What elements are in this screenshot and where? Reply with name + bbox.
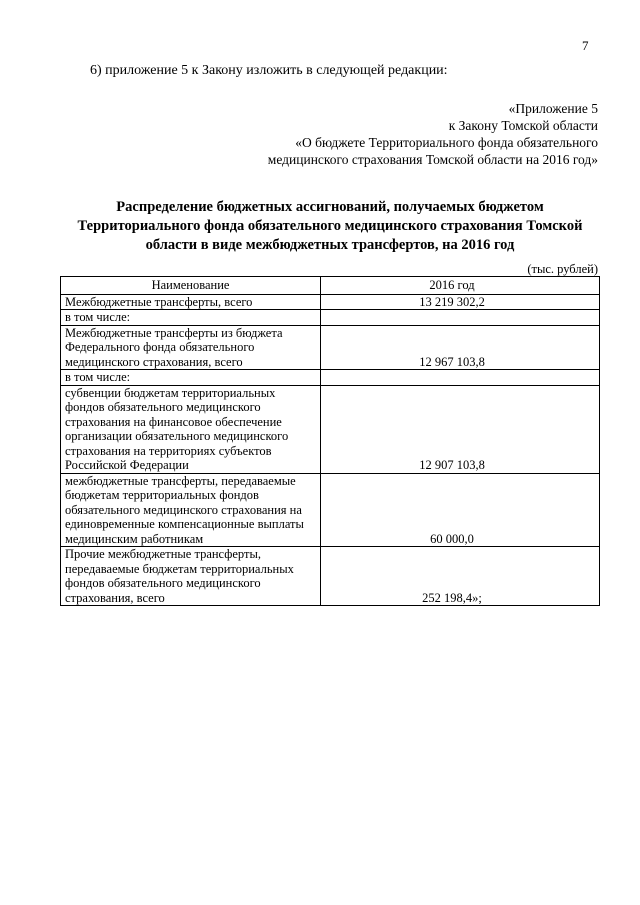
- row-name-line: страхования на территориях субъектов: [65, 443, 272, 458]
- intro-paragraph: 6) приложение 5 к Закону изложить в следующей редакции:: [90, 63, 448, 78]
- row-name-line: передаваемые бюджетам территориальных: [65, 561, 294, 576]
- appendix-line: медицинского страхования Томской области на 2016 год»: [267, 152, 598, 167]
- row-name-cell: [61, 325, 321, 370]
- row-name-line: единовременные компенсационные выплаты: [65, 517, 304, 531]
- row-value-cell: 60 000,0: [321, 473, 600, 547]
- table-row: [61, 547, 600, 606]
- row-name-cell: [61, 294, 321, 310]
- row-name-line: Российской Федерации: [65, 458, 189, 472]
- table-row: [61, 325, 600, 370]
- row-name-line: обязательного медицинского страхования на: [65, 502, 302, 517]
- appendix-line: «О бюджете Территориального фонда обязательного: [295, 135, 598, 150]
- page-number: 7: [582, 38, 589, 53]
- table-row: [61, 310, 600, 326]
- row-name-line: Федерального фонда обязательного: [65, 340, 255, 354]
- row-name-line: субвенции бюджетам территориальных: [65, 385, 276, 400]
- row-name-line: в том числе:: [65, 370, 131, 384]
- row-name-line: медицинским работникам: [65, 531, 204, 546]
- row-value-cell: [321, 370, 600, 386]
- budget-table: [60, 276, 600, 606]
- units-label: (тыс. рублей): [527, 262, 598, 276]
- row-name-cell: [61, 547, 321, 606]
- document-title: [60, 198, 600, 255]
- row-name-line: фондов обязательного медицинского: [65, 576, 261, 590]
- row-name-cell: [61, 310, 321, 326]
- appendix-header: [268, 100, 598, 168]
- title-line: Территориального фонда обязательного медицинского страхования Томской: [77, 218, 583, 234]
- row-name-line: страхования на финансовое обеспечение: [65, 414, 282, 429]
- row-name-cell: [61, 385, 321, 473]
- row-value-cell: 13 219 302,2: [321, 294, 600, 310]
- table-header-row: [61, 277, 600, 295]
- row-value-cell: 12 907 103,8: [321, 385, 600, 473]
- row-name-line: Межбюджетные трансферты из бюджета: [65, 325, 283, 340]
- row-value-cell: 252 198,4»;: [321, 547, 600, 606]
- appendix-line: «Приложение 5: [508, 101, 598, 116]
- row-name-line: бюджетам территориальных фондов: [65, 488, 259, 502]
- row-value-cell: [321, 310, 600, 326]
- title-line: области в виде межбюджетных трансфертов, на 2016 год: [145, 237, 515, 253]
- table-row: [61, 370, 600, 386]
- row-name-line: Прочие межбюджетные трансферты,: [65, 547, 261, 561]
- table-row: [61, 385, 600, 473]
- row-name-line: в том числе:: [65, 310, 131, 324]
- row-name-line: Межбюджетные трансферты, всего: [65, 294, 253, 309]
- column-header-name: Наименование: [61, 277, 321, 295]
- row-value-cell: 12 967 103,8: [321, 325, 600, 370]
- table-row: [61, 473, 600, 547]
- row-name-line: медицинского страхования, всего: [65, 354, 243, 369]
- column-header-year: 2016 год: [321, 277, 600, 295]
- row-name-line: организации обязательного медицинского: [65, 429, 289, 443]
- table-row: [61, 294, 600, 310]
- row-name-line: фондов обязательного медицинского: [65, 400, 261, 414]
- row-name-cell: [61, 473, 321, 547]
- row-name-cell: [61, 370, 321, 386]
- row-name-line: страхования, всего: [65, 590, 165, 605]
- title-line: Распределение бюджетных ассигнований, получаемых бюджетом: [116, 199, 544, 215]
- appendix-line: к Закону Томской области: [448, 118, 598, 133]
- row-name-line: межбюджетные трансферты, передаваемые: [65, 473, 296, 488]
